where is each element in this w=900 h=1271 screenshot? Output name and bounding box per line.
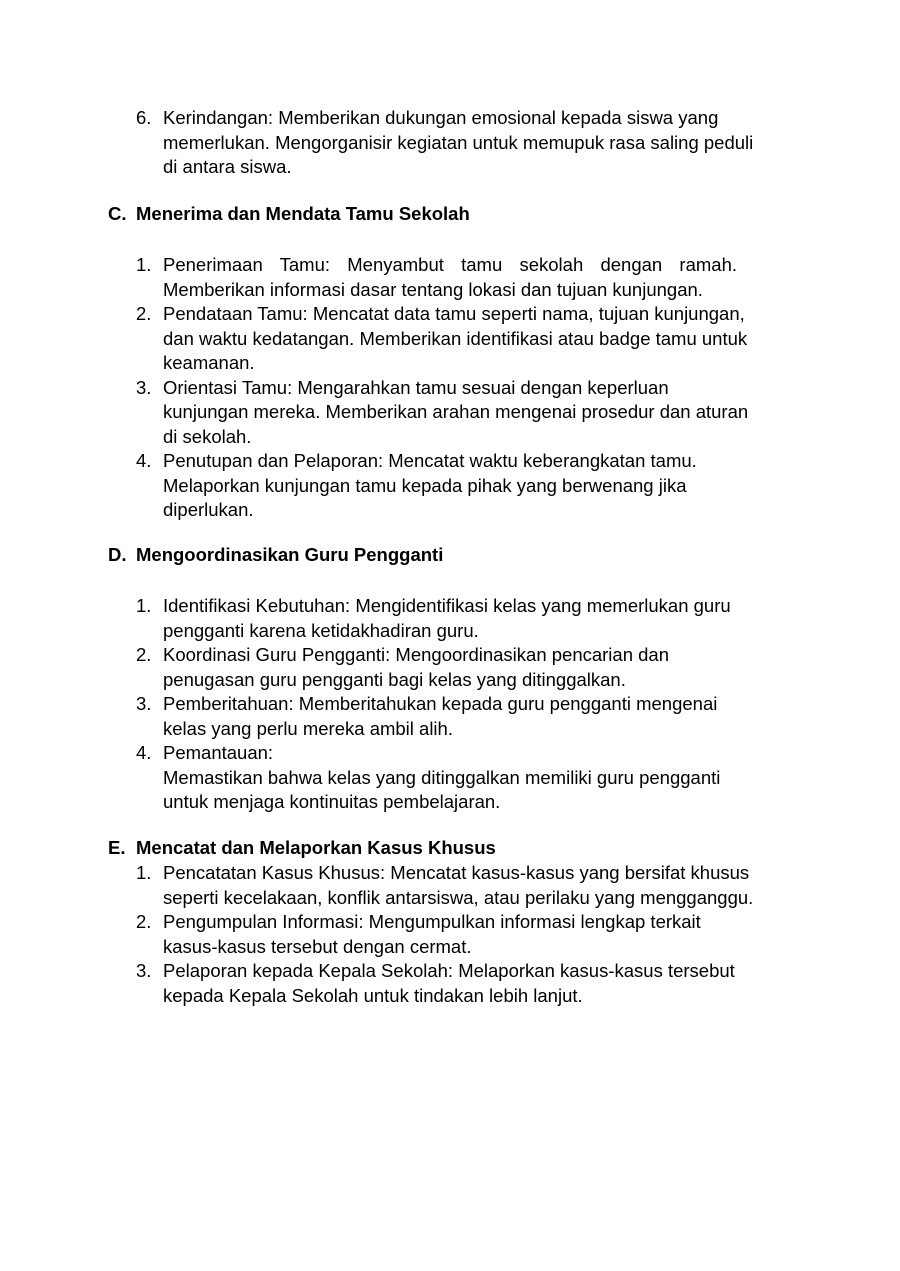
item-line: untuk menjaga kontinuitas pembelajaran. [163,791,501,812]
item-line: Pendataan Tamu: Mencatat data tamu seperti nama, tujuan kunjungan, [163,303,745,324]
item-line: keamanan. [163,352,255,373]
item-line: Kerindangan: Memberikan dukungan emosional kepada siswa yang [163,107,719,128]
item-line: Pencatatan Kasus Khusus: Mencatat kasus-kasus yang bersifat khusus [163,862,750,883]
item-line: Koordinasi Guru Pengganti: Mengoordinasikan pencarian dan [163,644,670,665]
item-number: 2. [136,644,152,665]
item-number: 4. [136,742,152,763]
section-title: Mengoordinasikan Guru Pengganti [136,544,444,565]
item-number: 1. [136,254,152,275]
item-line: kepada Kepala Sekolah untuk tindakan lebih lanjut. [163,984,583,1006]
item-line: Orientasi Tamu: Mengarahkan tamu sesuai dengan keperluan [163,376,669,398]
item-line: di antara siswa. [163,156,292,177]
section-d-list [108,594,808,815]
item-number: 4. [136,450,152,471]
section-heading [108,543,808,568]
item-number: 1. [136,862,152,883]
item-line: Melaporkan kunjungan tamu kepada pihak yang berwenang jika [163,474,687,496]
item-line: Pelaporan kepada Kepala Sekolah: Melaporkan kasus-kasus tersebut [163,960,735,981]
section-d [108,543,808,568]
list-item [108,253,793,302]
item-line: Penerimaan Tamu: Menyambut tamu sekolah dengan ramah. [163,254,737,275]
section-c [108,202,808,227]
item-number: 2. [136,303,152,324]
list-item [108,449,793,523]
section-title: Mencatat dan Melaporkan Kasus Khusus [136,837,496,858]
top-list [108,106,808,180]
section-title: Menerima dan Mendata Tamu Sekolah [136,203,470,224]
section-letter: E. [108,837,126,858]
section-e-list [108,861,808,1008]
list-item [108,643,793,692]
item-line: seperti kecelakaan, konflik antarsiswa, atau perilaku yang mengganggu. [163,886,754,908]
section-e [108,836,808,861]
item-line: Pemberitahuan: Memberitahukan kepada guru pengganti mengenai [163,693,718,714]
item-line: penugasan guru pengganti bagi kelas yang ditinggalkan. [163,668,626,690]
item-line: di sekolah. [163,425,252,447]
item-line: memerlukan. Mengorganisir kegiatan untuk memupuk rasa saling peduli [163,131,754,153]
section-c-list [108,253,808,523]
item-line: Identifikasi Kebutuhan: Mengidentifikasi kelas yang memerlukan guru [163,595,731,616]
item-line: kelas yang perlu mereka ambil alih. [163,717,453,739]
section-letter: C. [108,203,127,224]
item-number: 3. [136,960,152,981]
list-item [108,741,793,815]
section-letter: D. [108,544,127,565]
item-line: Memastikan bahwa kelas yang ditinggalkan memiliki guru pengganti [163,766,721,788]
list-item [108,959,793,1008]
list-item [108,594,793,643]
item-line: diperlukan. [163,499,254,520]
section-heading [108,202,808,227]
item-number: 3. [136,376,152,398]
list-item [108,106,793,180]
item-line: Memberikan informasi dasar tentang lokasi dan tujuan kunjungan. [163,278,703,300]
list-item [108,302,793,376]
item-line: Penutupan dan Pelaporan: Mencatat waktu keberangkatan tamu. [163,450,697,471]
section-heading [108,836,808,861]
list-item [108,376,793,450]
item-number: 1. [136,595,152,616]
item-number: 2. [136,911,152,932]
list-item [108,692,793,741]
item-line: dan waktu kedatangan. Memberikan identifikasi atau badge tamu untuk [163,327,748,349]
list-item [108,861,793,910]
item-line: Pemantauan: [163,742,274,763]
item-number: 3. [136,693,152,714]
item-line: kunjungan mereka. Memberikan arahan mengenai prosedur dan aturan [163,401,749,422]
item-line: kasus-kasus tersebut dengan cermat. [163,935,472,957]
item-line: pengganti karena ketidakhadiran guru. [163,619,479,641]
list-item [108,910,793,959]
item-number: 6. [136,107,152,128]
item-line: Pengumpulan Informasi: Mengumpulkan informasi lengkap terkait [163,911,701,932]
